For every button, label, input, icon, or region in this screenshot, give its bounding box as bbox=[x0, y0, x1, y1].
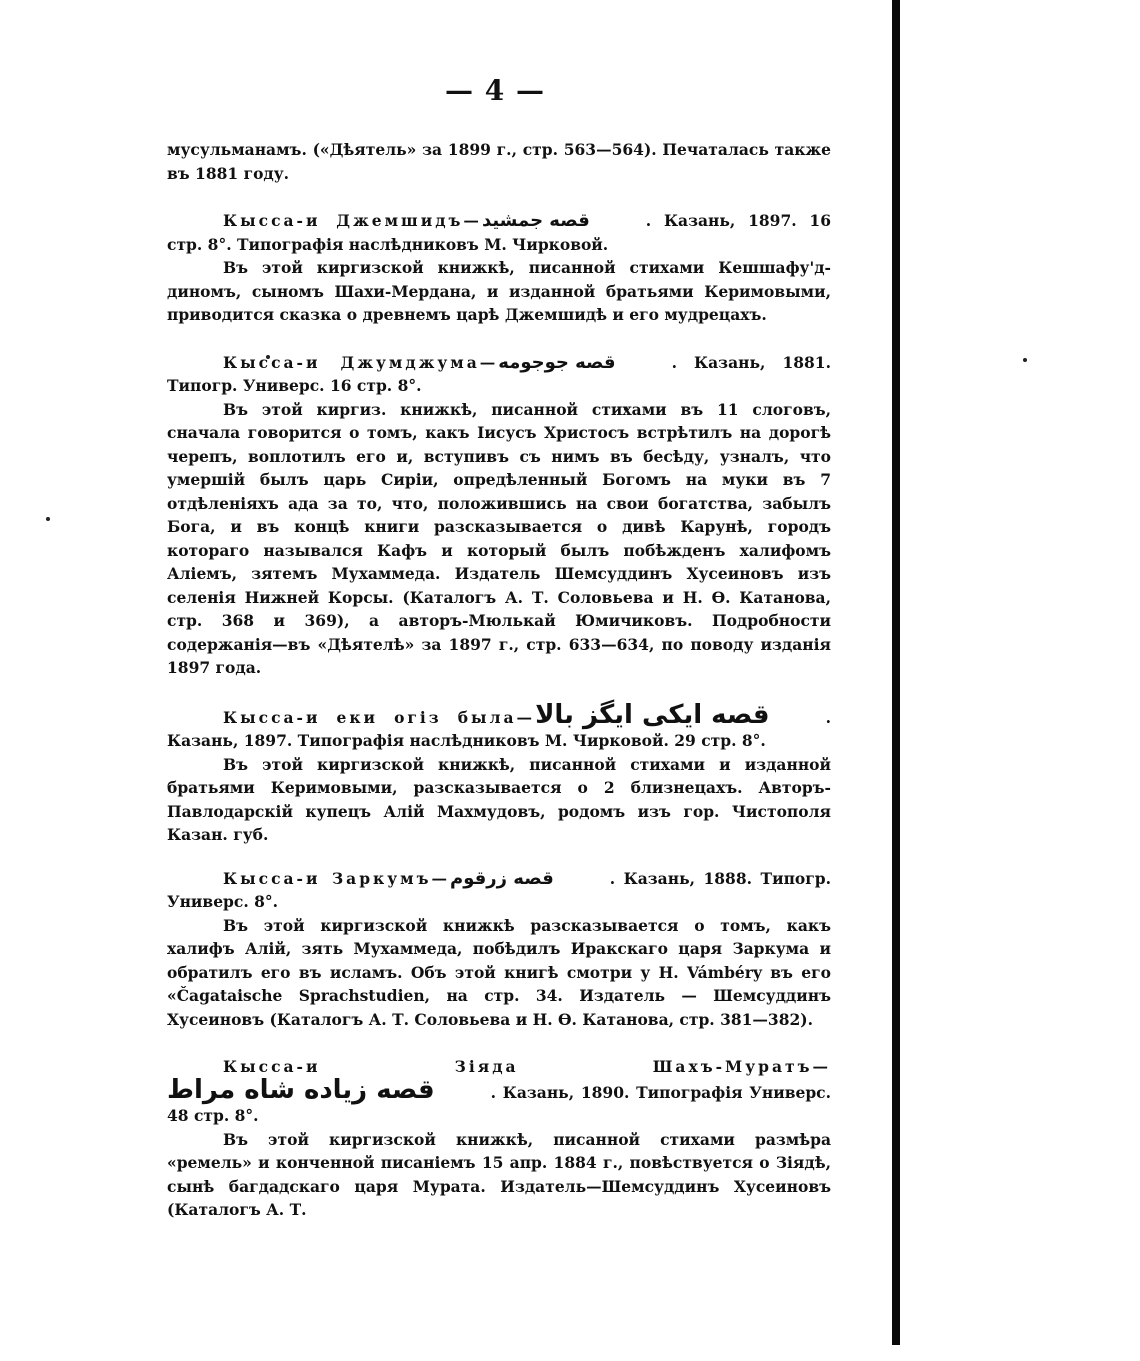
bibliography-entry bbox=[167, 699, 831, 847]
entry-title: Кысса-и Зiядa Шахъ-Муратъ— bbox=[223, 1057, 831, 1076]
page-body bbox=[167, 138, 831, 1222]
page-number: — 4 — bbox=[445, 74, 545, 107]
entry-publication-details: . Казань, 1888. Типогр. Универс. 8°. bbox=[167, 868, 831, 911]
binding-edge-line bbox=[892, 0, 900, 1345]
entry-title: Кысса-и Джумджума— bbox=[223, 352, 499, 372]
entry-heading bbox=[167, 209, 831, 256]
continued-paragraph: мусульманамъ. («Дѣятель» за 1899 г., стр. 563—564). Печаталась также въ 1881 году. bbox=[167, 140, 831, 183]
entry-title: Кысса-и Джемшидъ— bbox=[223, 211, 482, 230]
scan-speck bbox=[46, 517, 50, 521]
bibliography-entry bbox=[167, 867, 831, 1032]
entry-title: Кысса-и еки огiз былa— bbox=[223, 707, 536, 727]
entry-publication-details: . Казань, 1897. Типографія наслѣдниковъ М. Чирковой. 29 стр. 8°. bbox=[167, 707, 831, 750]
bibliography-entry bbox=[167, 351, 831, 680]
entry-title: Кысса-и Заркумъ— bbox=[223, 868, 451, 888]
bibliography-entry bbox=[167, 209, 831, 327]
scan-speck bbox=[1023, 358, 1027, 362]
entry-publication-details: . Казань, 1897. 16 стр. 8°. Типографія наслѣдниковъ М. Чирковой. bbox=[167, 211, 831, 254]
entry-publication-details: . Казань, 1881. Типогр. Универс. 16 стр. 8°. bbox=[167, 352, 831, 395]
entry-heading bbox=[167, 1055, 831, 1128]
entry-description: Въ этой киргизской книжкѣ, писанной стихами и изданной братьями Керимовыми, разсказывается о 2 близнецахъ. Авторъ-Павлодарскій купецъ Алій Махмудовъ, родомъ изъ гор. Чистополя Казан. губ. bbox=[167, 754, 831, 844]
entry-heading bbox=[167, 867, 831, 914]
entry-description: Въ этой киргизской книжкѣ, писанной стихами размѣра «ремель» и конченной писаніемъ 15 апр. 1884 г., повѣствуется о Зiядѣ, сынѣ багдадскаго царя Мурата. Издатель—Шемсуддинъ Хусеиновъ (Каталогъ А. Т. bbox=[167, 1129, 831, 1219]
entry-description: Въ этой киргиз. книжкѣ, писанной стихами въ 11 слоговъ, сначала говорится о томъ, какъ Іисусъ Христосъ встрѣтилъ на дорогѣ черепъ, воплотилъ его и, вступивъ съ нимъ въ бесѣду, узналъ, что умершій былъ царь Сиріи, опредѣленный Богомъ на муки въ 7 отдѣленіяхъ ада за то, что, положившись на свои богатства, забылъ Бога, и въ концѣ книги разсказывается о дивѣ Карунѣ, городъ котораго назывался Кафъ и который былъ побѣжденъ халифомъ Аліемъ, зятемъ Мухаммеда. Издатель Шемсуддинъ Хусеиновъ изъ селенія Нижней Корсы. (Каталогъ А. Т. Соловьева и Н. Ѳ. Катанова, стр. 368 и 369), а авторъ-Мюлькай Юмичиковъ. Подробности содержанія—въ «Дѣятелѣ» за 1897 г., стр. 633—634, по поводу изданія 1897 года. bbox=[167, 399, 831, 677]
entry-arabic-title: قصه جوجومه bbox=[498, 351, 616, 373]
entry-description: Въ этой киргизской книжкѣ разсказывается о томъ, какъ халифъ Алій, зять Мухаммеда, побѣдилъ Иракскаго царя Заркума и обратилъ его въ исламъ. Объ этой книгѣ смотри у H. Vámbéry въ его «Čagataische Sprachstudien, на стр. 34. Издатель — Шемсуддинъ Хусеиновъ (Каталогъ А. Т. Соловьева и Н. Ѳ. Катанова, стр. 381—382). bbox=[167, 915, 831, 1029]
entry-heading bbox=[167, 699, 831, 753]
bibliography-entry bbox=[167, 1055, 831, 1222]
entry-heading bbox=[167, 351, 831, 398]
entry-arabic-title: قصه زرقوم bbox=[450, 867, 554, 889]
entry-description: Въ этой киргизской книжкѣ, писанной стихами Кешшафу'д-диномъ, сыномъ Шахи-Мердана, и изданной братьями Керимовыми, приводится сказка о древнемъ царѣ Джемшидѣ и его мудрецахъ. bbox=[167, 258, 831, 324]
entry-arabic-title: قصه جمشيد bbox=[481, 210, 590, 231]
entry-arabic-title: قصه زياده شاه مراط bbox=[167, 1074, 435, 1105]
entry-arabic-title: قصه ايكى ايگز بالا bbox=[535, 699, 770, 730]
entry-publication-details: . Казань, 1890. Типографія Универс. 48 стр. 8°. bbox=[167, 1082, 831, 1125]
